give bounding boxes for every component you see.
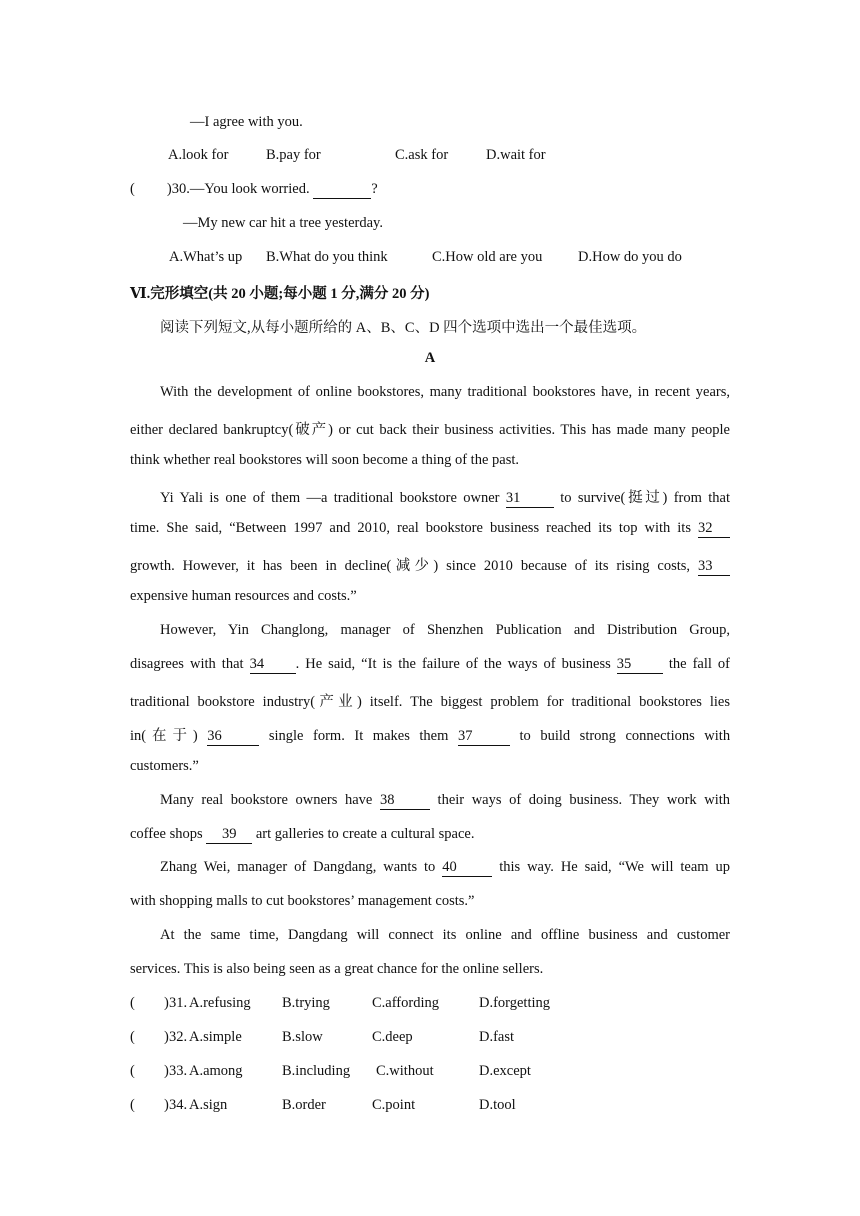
question-number: 34. — [169, 1097, 188, 1113]
section-title: Ⅵ.完形填空(共 20 小题;每小题 1 分,满分 20 分) — [130, 286, 430, 302]
option-c: C.without — [376, 1063, 434, 1079]
text-run: Yi Yali is one of them —a traditional bookstore owner — [160, 490, 500, 506]
passage-p6-line1: At the same time, Dangdang will connect its online and offline business and customer — [160, 927, 730, 943]
answer-paren-open: ( — [130, 1063, 135, 1079]
passage-p3-line2 — [130, 656, 730, 674]
q29-option-b: B.pay for — [266, 147, 321, 163]
q29-option-d: D.wait for — [486, 147, 546, 163]
q30-option-a: A.What’s up — [169, 249, 243, 265]
option-d: D.fast — [479, 1029, 515, 1045]
question-number: 32. — [169, 1029, 188, 1045]
option-b: B.including — [282, 1063, 351, 1079]
text-run: to build strong connections with — [519, 728, 731, 744]
text-run: in(在于) — [130, 728, 198, 744]
option-d: D.except — [479, 1063, 531, 1079]
blank-32: 32 — [698, 521, 730, 538]
answer-paren-close: ) — [164, 1097, 169, 1113]
passage-p2-line4: expensive human resources and costs.” — [130, 588, 357, 604]
passage-p2-line3 — [130, 554, 730, 576]
passage-p5-line1 — [160, 859, 730, 877]
blank-36: 36 — [207, 729, 259, 746]
q29-option-a: A.look for — [168, 147, 229, 163]
q29-dialog-reply: —I agree with you. — [190, 114, 303, 130]
question-number: 33. — [169, 1063, 188, 1079]
answer-paren-close: ) — [164, 995, 169, 1011]
answer-paren-open: ( — [130, 1097, 135, 1113]
section-instruction: 阅读下列短文,从每小题所给的 A、B、C、D 四个选项中选出一个最佳选项。 — [160, 320, 647, 336]
blank-35: 35 — [617, 657, 663, 674]
text-run: . He said, “It is the failure of the ways of business — [295, 656, 611, 672]
text-run: growth. However, it has been in decline(减少) since 2010 because of its rising costs, — [130, 558, 691, 574]
option-b: B.order — [282, 1097, 326, 1113]
option-a: A.sign — [189, 1097, 228, 1113]
text-run: this way. He said, “We will team up — [499, 859, 731, 875]
blank-31: 31 — [506, 491, 554, 508]
blank-34: 34 — [250, 657, 296, 674]
text-run: Zhang Wei, manager of Dangdang, wants to — [160, 859, 436, 875]
passage-p4-line2 — [130, 826, 474, 844]
option-d: D.forgetting — [479, 995, 551, 1011]
passage-label: A — [424, 350, 436, 366]
passage-p2-line2 — [130, 520, 730, 538]
option-d: D.tool — [479, 1097, 516, 1113]
passage-p3-line1: However, Yin Changlong, manager of Shenzhen Publication and Distribution Group, — [160, 622, 730, 638]
passage-p5-line2: with shopping malls to cut bookstores’ management costs.” — [130, 893, 475, 909]
passage-p1-line3: think whether real bookstores will soon become a thing of the past. — [130, 452, 519, 468]
passage-p3-line4 — [130, 724, 730, 746]
option-a: A.among — [189, 1063, 243, 1079]
blank-38: 38 — [380, 793, 430, 810]
option-a: A.simple — [189, 1029, 242, 1045]
q30-stem: 30.—You look worried. — [171, 181, 310, 197]
blank-40: 40 — [442, 860, 492, 877]
q30-answer-blank — [313, 182, 371, 199]
passage-p3-line3: traditional bookstore industry(产业) itself. The biggest problem for traditional bookstores lies — [130, 694, 730, 710]
blank-37: 37 — [458, 729, 510, 746]
option-b: B.trying — [282, 995, 330, 1011]
answer-paren-close: ) — [164, 1029, 169, 1045]
option-a: A.refusing — [189, 995, 251, 1011]
passage-p3-line5: customers.” — [130, 758, 199, 774]
answer-paren-close: ) — [164, 1063, 169, 1079]
q30-stem-line — [130, 181, 378, 199]
passage-p1-line2: either declared bankruptcy(破产) or cut back their business activities. This has made many people — [130, 422, 730, 438]
answer-paren-open: ( — [130, 181, 135, 197]
passage-p2-line1 — [160, 486, 730, 508]
option-c: C.deep — [372, 1029, 413, 1045]
q30-option-d: D.How do you do — [578, 249, 682, 265]
text-run: time. She said, “Between 1997 and 2010, real bookstore business reached its top with its — [130, 520, 691, 536]
text-run: art galleries to create a cultural space. — [255, 826, 475, 842]
passage-p6-line2: services. This is also being seen as a great chance for the online sellers. — [130, 961, 544, 977]
text-run: the fall of — [668, 656, 731, 672]
q30-dialog-reply: —My new car hit a tree yesterday. — [183, 215, 383, 231]
option-c: C.point — [372, 1097, 416, 1113]
text-run: to survive(挺过) from that — [560, 490, 730, 506]
answer-paren-open: ( — [130, 995, 135, 1011]
answer-paren-close: ) — [166, 181, 172, 197]
text-run: coffee shops — [130, 826, 203, 842]
text-run: Many real bookstore owners have — [160, 792, 373, 808]
q29-option-c: C.ask for — [395, 147, 449, 163]
blank-33: 33 — [698, 559, 730, 576]
question-number: 31. — [169, 995, 188, 1011]
passage-p1-line1: With the development of online bookstores, many traditional bookstores have, in recent years, — [160, 384, 730, 400]
option-b: B.slow — [282, 1029, 323, 1045]
blank-39: 39 — [206, 827, 252, 844]
option-c: C.affording — [372, 995, 439, 1011]
q30-question-mark: ? — [371, 181, 378, 197]
answer-paren-open: ( — [130, 1029, 135, 1045]
text-run: their ways of doing business. They work with — [437, 792, 731, 808]
passage-p4-line1 — [160, 792, 730, 810]
text-run: disagrees with that — [130, 656, 244, 672]
q30-option-c: C.How old are you — [432, 249, 543, 265]
text-run: single form. It makes them — [268, 728, 449, 744]
q30-option-b: B.What do you think — [266, 249, 388, 265]
